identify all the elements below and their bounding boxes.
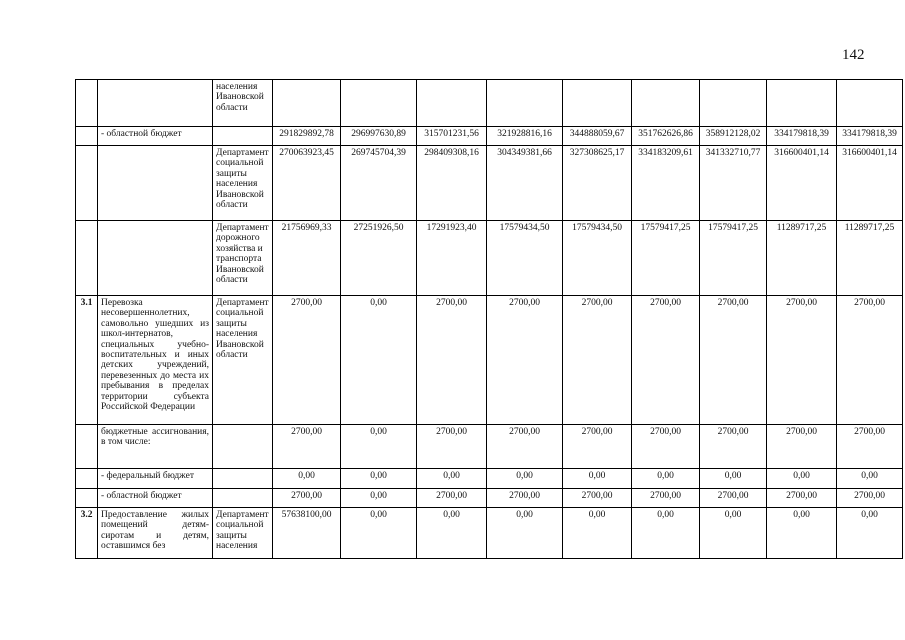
value-cell: 0,00 [700,508,767,559]
value-cell [700,80,767,127]
row-executor-text: Департамент дорожного хозяйства и транспорта Ивановской области [216,223,269,286]
row-executor [213,296,273,425]
row-executor [213,221,273,296]
row-executor [213,425,273,469]
table-row [76,508,903,559]
row-description [98,146,213,221]
value-cell: 334179818,39 [767,127,837,146]
row-description [98,489,213,508]
value-cell [767,80,837,127]
value-cell: 0,00 [417,469,487,489]
value-cell: 0,00 [341,508,417,559]
value-cell: 344888059,67 [563,127,632,146]
value-cell: 0,00 [767,508,837,559]
value-cell: 291829892,78 [273,127,341,146]
value-cell: 2700,00 [837,425,903,469]
value-cell: 2700,00 [273,296,341,425]
value-cell: 0,00 [341,425,417,469]
value-cell: 2700,00 [417,296,487,425]
value-cell [341,80,417,127]
value-cell [563,80,632,127]
row-index [76,146,98,221]
value-cell: 2700,00 [563,425,632,469]
table-row [76,221,903,296]
row-description-text: Перевозка несовершеннолетних, самовольно ушедших из школ-интернатов, специальных учебно-воспитательных и иных детских учреждений, перевезенных до места их пребывания в пределах территории субъекта Российской Федерации [101,298,209,413]
value-cell: 2700,00 [273,489,341,508]
value-cell: 0,00 [563,508,632,559]
row-index [76,80,98,127]
table-row [76,127,903,146]
value-cell: 270063923,45 [273,146,341,221]
value-cell: 0,00 [341,489,417,508]
value-cell: 2700,00 [417,489,487,508]
value-cell: 11289717,25 [767,221,837,296]
value-cell: 2700,00 [487,296,563,425]
value-cell: 2700,00 [700,296,767,425]
value-cell: 17579417,25 [632,221,700,296]
value-cell: 27251926,50 [341,221,417,296]
value-cell: 11289717,25 [837,221,903,296]
value-cell: 17579434,50 [487,221,563,296]
value-cell [837,80,903,127]
row-description-text: Предоставление жилых помещений детям-сиротам и детям, оставшимся без [101,510,209,552]
value-cell: 0,00 [767,469,837,489]
value-cell: 2700,00 [700,425,767,469]
row-description-text: - областной бюджет [101,491,182,501]
row-description [98,127,213,146]
table-row [76,296,903,425]
value-cell [487,80,563,127]
row-executor-text: Департамент социальной защиты населения Ивановской области [216,298,269,361]
value-cell: 2700,00 [767,296,837,425]
value-cell: 2700,00 [837,296,903,425]
row-description [98,508,213,559]
row-executor-text: Департамент социальной защиты населения [216,510,269,552]
row-executor [213,508,273,559]
value-cell: 334179818,39 [837,127,903,146]
row-description [98,80,213,127]
value-cell: 321928816,16 [487,127,563,146]
value-cell: 2700,00 [487,425,563,469]
value-cell [632,80,700,127]
table-row [76,425,903,469]
row-index [76,489,98,508]
value-cell: 17291923,40 [417,221,487,296]
value-cell: 2700,00 [700,489,767,508]
row-index [76,425,98,469]
value-cell: 304349381,66 [487,146,563,221]
value-cell: 2700,00 [487,489,563,508]
value-cell: 57638100,00 [273,508,341,559]
table-row [76,80,903,127]
value-cell: 0,00 [700,469,767,489]
value-cell: 2700,00 [273,425,341,469]
value-cell: 0,00 [632,469,700,489]
value-cell: 17579434,50 [563,221,632,296]
row-index [76,221,98,296]
row-description [98,425,213,469]
value-cell: 0,00 [487,508,563,559]
row-executor [213,469,273,489]
value-cell: 0,00 [341,469,417,489]
value-cell: 2700,00 [632,425,700,469]
value-cell: 0,00 [417,508,487,559]
row-index [76,469,98,489]
value-cell: 315701231,56 [417,127,487,146]
table-row [76,469,903,489]
value-cell: 2700,00 [563,296,632,425]
row-index [76,127,98,146]
value-cell: 0,00 [837,508,903,559]
value-cell: 327308625,17 [563,146,632,221]
value-cell: 0,00 [273,469,341,489]
value-cell: 269745704,39 [341,146,417,221]
value-cell: 0,00 [632,508,700,559]
value-cell: 17579417,25 [700,221,767,296]
table-row [76,489,903,508]
row-executor-text: Департамент социальной защиты населения Ивановской области [216,148,269,211]
value-cell: 358912128,02 [700,127,767,146]
value-cell: 2700,00 [417,425,487,469]
value-cell: 2700,00 [837,489,903,508]
row-executor [213,146,273,221]
row-executor [213,80,273,127]
value-cell: 0,00 [563,469,632,489]
row-description-text: - областной бюджет [101,129,182,139]
value-cell [273,80,341,127]
value-cell: 316600401,14 [767,146,837,221]
row-description [98,296,213,425]
value-cell: 351762626,86 [632,127,700,146]
value-cell: 334183209,61 [632,146,700,221]
row-index: 3.2 [76,508,98,559]
value-cell: 296997630,89 [341,127,417,146]
row-description-text: бюджетные ассигнования, в том числе: [101,427,209,448]
value-cell: 0,00 [837,469,903,489]
value-cell: 298409308,16 [417,146,487,221]
row-description [98,469,213,489]
value-cell: 2700,00 [632,489,700,508]
row-index: 3.1 [76,296,98,425]
value-cell: 2700,00 [767,489,837,508]
budget-table [75,79,903,559]
value-cell: 2700,00 [563,489,632,508]
value-cell: 316600401,14 [837,146,903,221]
value-cell: 341332710,77 [700,146,767,221]
value-cell [417,80,487,127]
table-row [76,146,903,221]
value-cell: 0,00 [341,296,417,425]
value-cell: 2700,00 [632,296,700,425]
value-cell: 0,00 [487,469,563,489]
value-cell: 2700,00 [767,425,837,469]
value-cell: 21756969,33 [273,221,341,296]
row-executor [213,127,273,146]
page-number: 142 [842,47,865,63]
row-description [98,221,213,296]
row-executor-text: населения Ивановской области [216,82,264,113]
row-description-text: - федеральный бюджет [101,471,194,481]
row-executor [213,489,273,508]
